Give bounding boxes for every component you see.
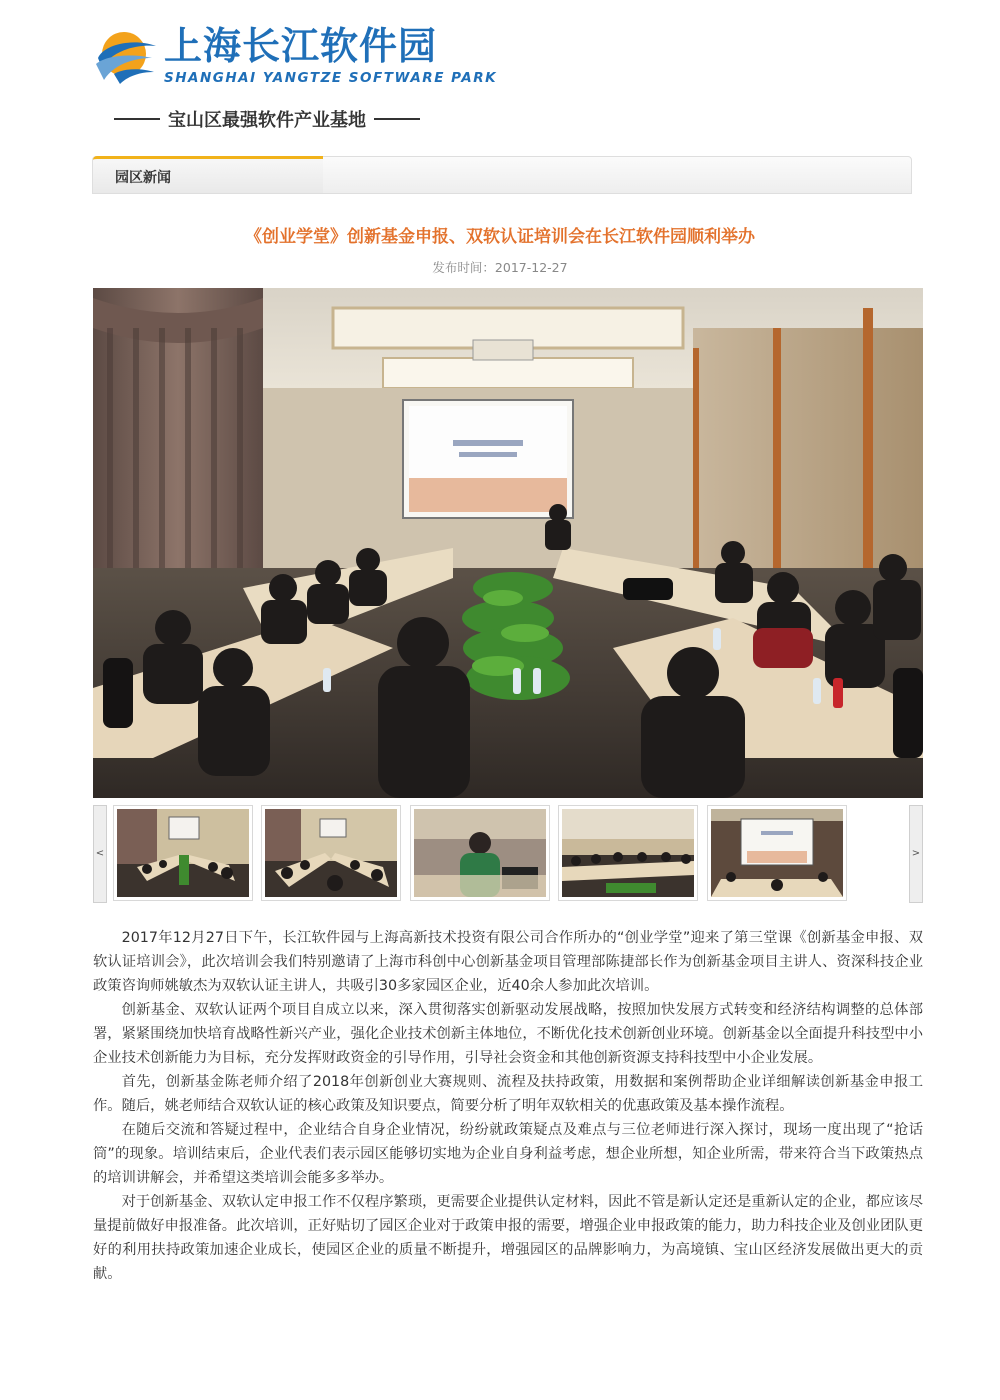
thumbnail-slider <box>93 805 923 903</box>
slider-next-button[interactable]: > <box>909 805 923 903</box>
meeting-room-illustration <box>93 288 923 798</box>
paragraph-3: 首先，创新基金陈老师介绍了2018年创新创业大赛规则、流程及扶持政策，用数据和案例帮助企业详细解读创新基金申报工作。随后，姚老师结合双软认证的核心政策及知识要点，简要分析了明年双软相关的优惠政策及基本操作流程。 <box>93 1074 923 1114</box>
paragraph-5: 对于创新基金、双软认定申报工作不仅程序繁琐，更需要企业提供认定材料，因此不管是新认定还是重新认定的企业，都应该尽量提前做好申报准备。此次培训，正好贴切了园区企业对于政策申报的需要，增强企业申报政策的能力，助力科技企业及创业团队更好的利用扶持政策加速企业成长，使园区企业的质量不断提升，增强园区的品牌影响力，为高境镇、宝山区经济发展做出更大的贡献。 <box>93 1194 923 1282</box>
article-body <box>93 926 923 1286</box>
date-label: 发布时间： <box>432 260 495 275</box>
main-photo <box>93 288 923 798</box>
logo-swoosh-icon <box>94 24 158 86</box>
thumbnail-2[interactable] <box>261 805 401 901</box>
logo-chinese-name: 上海长江软件园 <box>164 24 438 68</box>
article-date <box>0 258 1000 276</box>
slider-prev-button[interactable]: < <box>93 805 107 903</box>
paragraph-2: 创新基金、双软认证两个项目自成立以来，深入贯彻落实创新驱动发展战略，按照加快发展方式转变和经济结构调整的总体部署，紧紧围绕加快培育战略性新兴产业，强化企业技术创新主体地位，不断优化技术创新创业环境。创新基金以全面提升科技型中小企业技术创新能力为目标，充分发挥财政资金的引导作用，引导社会资金和其他创新资源支持科技型中小企业发展。 <box>93 1002 923 1066</box>
section-tab-bar <box>92 156 912 194</box>
slogan-dash-left <box>114 118 160 120</box>
thumb-meeting-3-image <box>562 809 694 897</box>
thumbnail-4[interactable] <box>558 805 698 901</box>
logo-english-name: SHANGHAI YANGTZE SOFTWARE PARK <box>164 70 498 86</box>
thumb-presenter-image <box>414 809 546 897</box>
thumb-screen-image <box>711 809 843 897</box>
paragraph-4: 在随后交流和答疑过程中，企业结合自身企业情况，纷纷就政策疑点及难点与三位老师进行深入探讨，现场一度出现了“抢话筒”的现象。培训结束后，企业代表们表示园区能够切实地为企业自身利益考虑，想企业所想，知企业所需，带来符合当下政策热点的培训讲解会，并希望这类培训会能多多举办。 <box>93 1122 923 1186</box>
date-value: 2017-12-27 <box>494 260 568 275</box>
thumbnail-5[interactable] <box>707 805 847 901</box>
article-title: 《创业学堂》创新基金申报、双软认证培训会在长江软件园顺利举办 <box>245 227 755 247</box>
tab-park-news-label: 园区新闻 <box>115 170 171 186</box>
site-slogan <box>106 106 428 132</box>
thumb-meeting-1-image <box>117 809 249 897</box>
slogan-dash-right <box>374 118 420 120</box>
site-logo[interactable] <box>94 22 498 90</box>
slogan-text: 宝山区最强软件产业基地 <box>168 110 366 131</box>
thumbnail-1[interactable] <box>113 805 253 901</box>
thumb-meeting-2-image <box>265 809 397 897</box>
tab-park-news[interactable] <box>93 156 323 193</box>
thumbnail-3[interactable] <box>410 805 550 901</box>
paragraph-1: 2017年12月27日下午，长江软件园与上海高新技术投资有限公司合作所办的“创业学堂”迎来了第三堂课《创新基金申报、双软认证培训会》，此次培训会我们特别邀请了上海市科创中心创新基金项目管理部陈捷部长作为创新基金项目主讲人、资深科技企业政策咨询师姚敏杰为双软认证主讲人，共吸引30多家园区企业，近40余人参加此次培训。 <box>93 930 923 994</box>
